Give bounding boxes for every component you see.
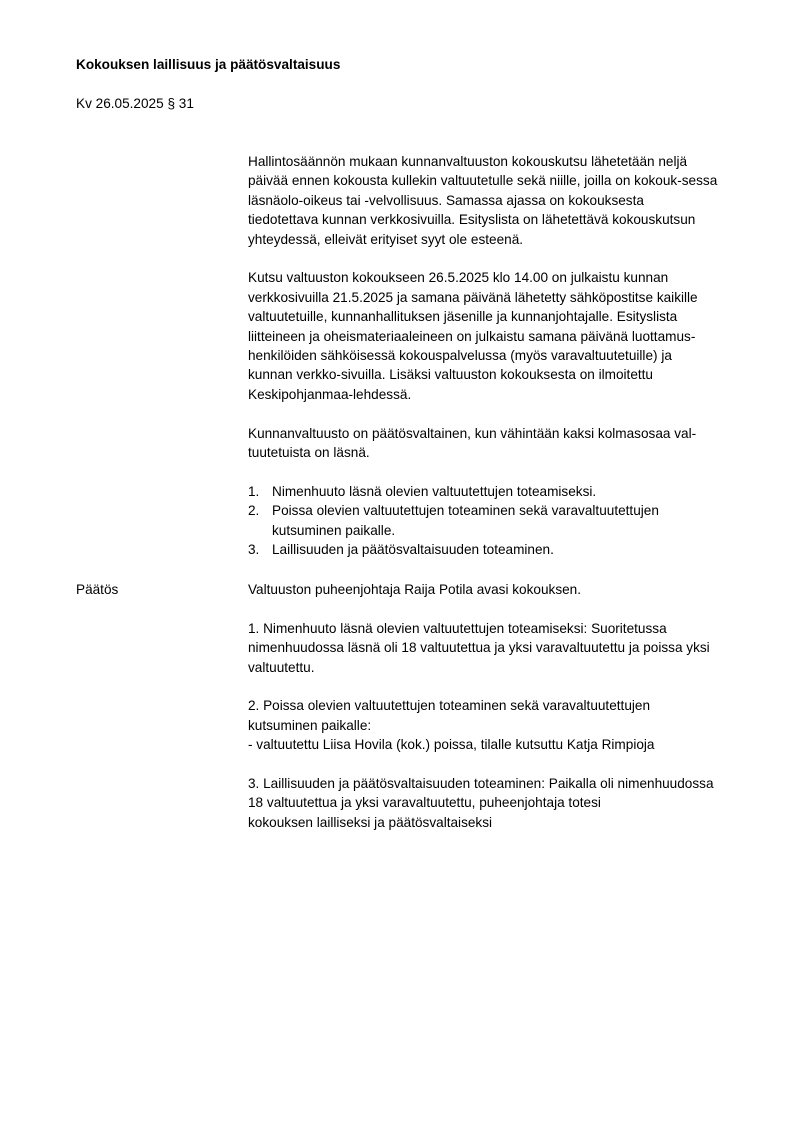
text-line: henkilöiden sähköisessä kokouspalvelussa (myös varavaltuutetuille) ja: [248, 348, 672, 364]
text-line: Laillisuuden ja päätösvaltaisuuden toteaminen.: [272, 542, 554, 558]
text-line: 18 valtuutettua ja yksi varavaltuutettu, puheenjohtaja totesi: [248, 795, 601, 811]
list-text: [272, 540, 768, 559]
text-line: tiedotettava kunnan verkkosivuilla. Esityslista on lähetettävä kokouskutsun: [248, 212, 696, 228]
decision-item-3: [248, 774, 768, 832]
list-number: 2.: [248, 503, 260, 519]
text-line: Kunnanvaltuusto on päätösvaltainen, kun vähintään kaksi kolmasosaa val-: [248, 425, 697, 441]
list-text: [272, 501, 768, 540]
text-line: Nimenhuuto läsnä olevien valtuutettujen toteamiseksi.: [272, 483, 597, 499]
text-line: Hallintosäännön mukaan kunnanvaltuuston kokouskutsu lähetetään neljä: [248, 154, 688, 169]
text-line: läsnäolo-oikeus tai -velvollisuus. Samassa ajassa on kokouksesta: [248, 192, 644, 208]
text-line: Valtuuston puheenjohtaja Raija Potila avasi kokouksen.: [248, 582, 582, 597]
decision-item-2: [248, 696, 768, 754]
document-title: Kokouksen laillisuus ja päätösvaltaisuus: [76, 57, 341, 72]
decision-item-1: [248, 619, 768, 677]
list-item: [248, 540, 768, 559]
text-line: Poissa olevien valtuutettujen toteaminen sekä varavaltuutettujen: [272, 503, 659, 519]
text-line: kokouksen lailliseksi ja päätösvaltaiseksi: [248, 814, 493, 830]
list-text: [272, 482, 768, 501]
text-line: 3. Laillisuuden ja päätösvaltaisuuden toteaminen: Paikalla oli nimenhuudossa: [248, 776, 714, 792]
text-line: liitteineen ja oheismateriaaleineen on julkaistu samana päivänä luottamus-: [248, 328, 696, 344]
text-line: 2. Poissa olevien valtuutettujen toteaminen sekä varavaltuutettujen: [248, 698, 651, 714]
list-number: 1.: [248, 483, 260, 499]
decision-text: [248, 580, 768, 852]
list-item: [248, 482, 768, 501]
text-line: 1. Nimenhuuto läsnä olevien valtuutettujen toteamiseksi: Suoritetussa: [248, 620, 667, 636]
text-line: kutsuminen paikalle.: [272, 522, 396, 538]
agenda-list: [248, 482, 768, 560]
text-line: - valtuutettu Liisa Hovila (kok.) poissa, tilalle kutsuttu Katja Rimpioja: [248, 737, 655, 753]
text-line: nimenhuudossa läsnä oli 18 valtuutettua ja yksi varavaltuutettu ja poissa yksi: [248, 640, 710, 656]
text-line: kunnan verkko-sivuilla. Lisäksi valtuuston kokouksesta on ilmoitettu: [248, 367, 653, 383]
decision-intro: [248, 580, 768, 599]
paragraph-notice: [248, 152, 768, 249]
paragraph-invitation: [248, 268, 768, 404]
text-line: yhteydessä, elleivät erityiset syyt ole esteenä.: [248, 231, 524, 247]
text-line: valtuutettu.: [248, 659, 315, 675]
decision-label: Päätös: [76, 582, 119, 597]
text-line: valtuutetuille, kunnanhallituksen jäsenille ja kunnanjohtajalle. Esityslista: [248, 309, 678, 325]
list-item: [248, 501, 768, 540]
list-number: 3.: [248, 542, 260, 558]
body-text: [248, 152, 768, 579]
text-line: tuutetuista on läsnä.: [248, 445, 370, 461]
text-line: Keskipohjanmaa-lehdessä.: [248, 386, 412, 402]
text-line: kutsuminen paikalle:: [248, 717, 372, 733]
text-line: verkkosivuilla 21.5.2025 ja samana päivänä lähetetty sähköpostitse kaikille: [248, 289, 698, 305]
meeting-reference: Kv 26.05.2025 § 31: [76, 96, 194, 111]
text-line: Kutsu valtuuston kokoukseen 26.5.2025 klo 14.00 on julkaistu kunnan: [248, 270, 669, 286]
paragraph-quorum: [248, 424, 768, 463]
text-line: päivää ennen kokousta kullekin valtuutetulle sekä niille, joilla on kokouk-sessa: [248, 173, 718, 189]
